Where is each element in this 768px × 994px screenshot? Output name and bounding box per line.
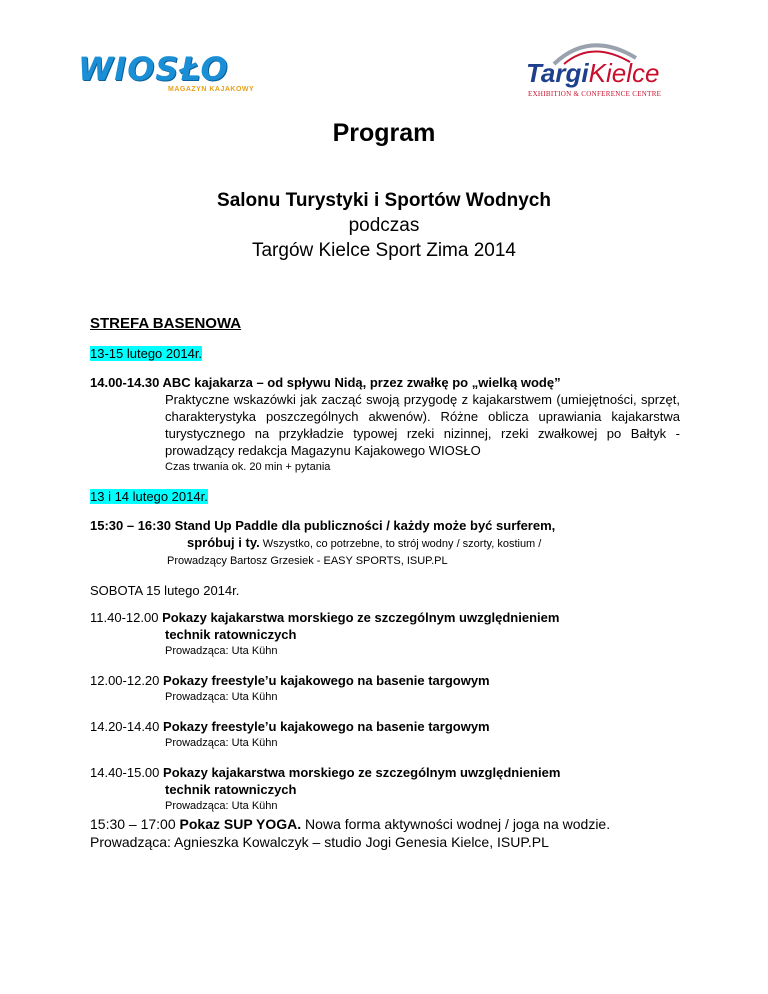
show-4-title: Pokazy kajakarstwa morskiego ze szczególnym uwzględnieniem (163, 765, 561, 780)
date-2-highlight: 13 i 14 lutego 2014r. (90, 489, 208, 504)
wioslo-logo-tagline: MAGAZYN KAJAKOWY (168, 86, 255, 93)
subtitle-block (0, 188, 768, 263)
date-2 (90, 488, 680, 505)
show-4-title-2: technik ratowniczych (165, 782, 297, 797)
sup-desc: Nowa forma aktywności wodnej / joga na wodzie. (301, 816, 611, 832)
show-4-host: Prowadząca: Uta Kühn (165, 800, 278, 812)
show-1-time: 11.40-12.00 (90, 610, 159, 625)
targi-wordmark-part2: Kielce (588, 58, 660, 88)
show-2-time: 12.00-12.20 (90, 673, 160, 688)
entry-1-description: Praktyczne wskazówki jak zacząć swoją przygodę z kajakarstwem (umiejętności, sprzęt, charakterystyka poszczególnych akwenów). Różne oblicza uprawiania kajakarstwa turystycznego na przykładzie typowej rzeki nizinnej, rzeki zwałkowej po Bałtyk - prowadzący redakcja Magazynu Kajakowego WIOSŁO (165, 392, 680, 458)
page-title: Program (332, 119, 436, 147)
targi-kielce-wordmark (526, 58, 659, 88)
wioslo-logo-word: WIOSŁO (78, 50, 229, 88)
show-2-title: Pokazy freestyle’u kajakowego na basenie targowym (163, 673, 490, 688)
targi-logo-tagline: EXHIBITION & CONFERENCE CENTRE (528, 90, 662, 98)
show-4-time: 14.40-15.00 (90, 765, 160, 780)
sup-yoga-entry (90, 815, 680, 851)
wioslo-logo (78, 52, 258, 100)
show-3-time: 14.20-14.40 (90, 719, 160, 734)
show-2 (90, 672, 680, 706)
entry-2-desc: Wszystko, co potrzebne, to strój wodny / szorty, kostium / (259, 538, 542, 550)
sup-time: 15:30 – 17:00 (90, 816, 176, 832)
entry-stand-up-paddle (90, 517, 680, 570)
date-1-highlight: 13-15 lutego 2014r. (90, 346, 203, 361)
entry-1-duration: Czas trwania ok. 20 min + pytania (165, 461, 331, 473)
subtitle-line-1: Salonu Turystyki i Sportów Wodnych (217, 190, 551, 211)
show-3-host: Prowadząca: Uta Kühn (165, 737, 278, 749)
date-1 (90, 345, 680, 362)
show-3-title: Pokazy freestyle’u kajakowego na basenie targowym (163, 719, 490, 734)
saturday-heading: SOBOTA 15 lutego 2014r. (90, 583, 240, 598)
entry-abc-kajakarza (90, 374, 680, 476)
entry-2-title: 15:30 – 16:30 Stand Up Paddle dla publiczności / każdy może być surferem, (90, 518, 556, 533)
program-content (90, 315, 680, 851)
show-3 (90, 718, 680, 752)
show-1-title: Pokazy kajakarstwa morskiego ze szczególnym uwzględnieniem (162, 610, 560, 625)
show-1 (90, 609, 680, 660)
targi-kielce-logo (520, 36, 695, 102)
entry-2-host: Prowadzący Bartosz Grzesiek - EASY SPORTS, ISUP.PL (167, 555, 448, 567)
show-2-host: Prowadząca: Uta Kühn (165, 691, 278, 703)
targi-wordmark-part1: Targi (526, 58, 589, 88)
entry-2-title-cont-line (187, 534, 680, 553)
sup-host: Prowadząca: Agnieszka Kowalczyk – studio Jogi Genesia Kielce, ISUP.PL (90, 834, 549, 850)
show-1-title-2: technik ratowniczych (165, 627, 297, 642)
entry-2-title-cont: spróbuj i ty. (187, 535, 260, 550)
sup-title: Pokaz SUP YOGA. (179, 816, 302, 832)
subtitle-line-3: Targów Kielce Sport Zima 2014 (251, 240, 516, 261)
section-heading: STREFA BASENOWA (90, 315, 242, 332)
entry-1-title: 14.00-14.30 ABC kajakarza – od spływu Nidą, przez zwałkę po „wielką wodę” (90, 375, 561, 390)
show-4 (90, 764, 680, 815)
subtitle-line-2: podczas (348, 215, 420, 236)
show-1-host: Prowadząca: Uta Kühn (165, 645, 278, 657)
